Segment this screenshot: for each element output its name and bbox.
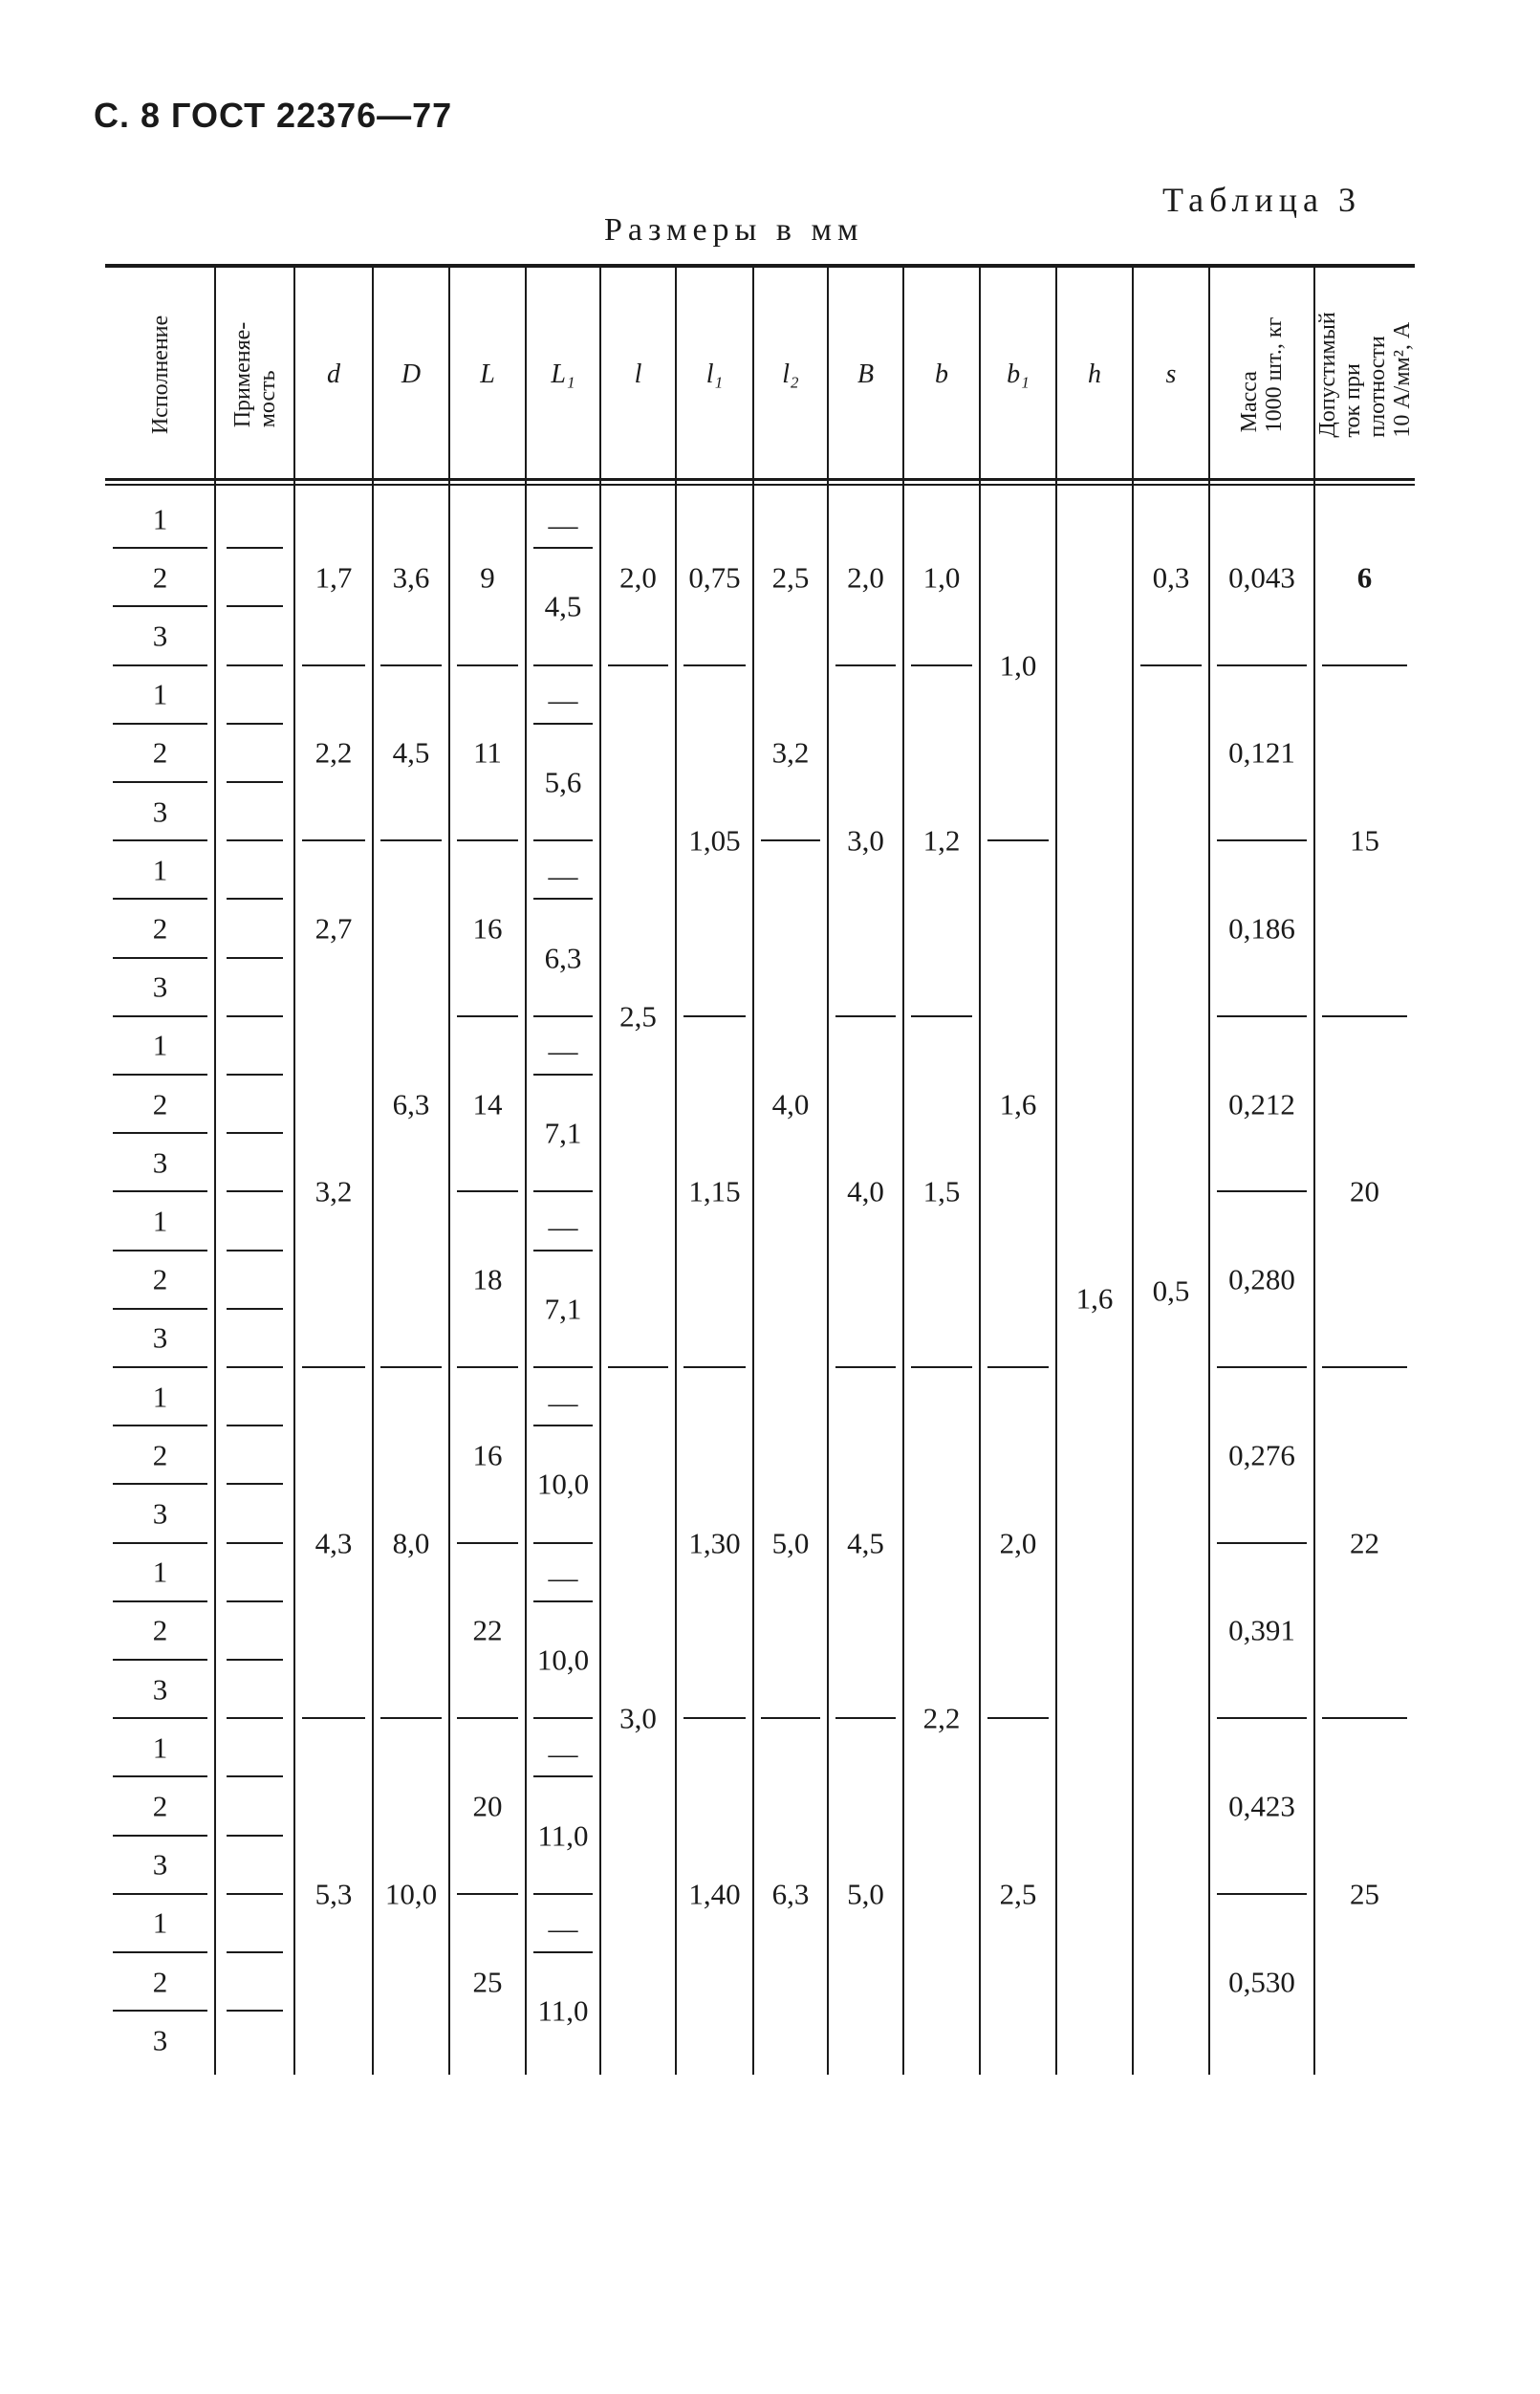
D-value: 6,3 [392,1087,430,1121]
L1-dash-rule [533,1600,593,1602]
cell-separator [533,664,593,666]
L1-value: 4,5 [544,589,582,623]
row-separator [113,1190,207,1192]
header-ispolnenie: Исполнение [147,315,173,435]
cell-separator [683,1366,746,1368]
d-value: 3,2 [315,1174,353,1208]
d-value: 5,3 [315,1877,353,1911]
L1-dash: — [548,1736,578,1771]
applicability-dash [227,1483,283,1485]
cell-separator [987,1717,1049,1719]
l1-value: 1,15 [688,1174,741,1208]
l-value: 2,0 [619,560,657,595]
cell-separator [835,1015,896,1017]
header-L: L [480,359,495,389]
L1-value: 6,3 [544,941,582,975]
cell-separator [380,839,442,841]
cell-separator [761,1717,820,1719]
row-separator [113,1775,207,1777]
ispolnenie-value: 1 [152,502,168,536]
applicability-dash [227,723,283,725]
d-value: 1,7 [315,560,353,595]
header-B: B [857,359,875,389]
l-value: 2,5 [619,999,657,1034]
row-separator [113,2010,207,2012]
row-separator [113,957,207,959]
ispolnenie-value: 3 [152,2023,168,2057]
cell-separator [457,1893,518,1895]
table-caption: Таблица 3 [1162,181,1361,219]
ispolnenie-value: 2 [152,1262,168,1296]
mass-value: 0,121 [1228,735,1295,770]
cell-separator [1322,1717,1407,1719]
L1-value: 10,0 [536,1643,590,1677]
mass-value: 0,212 [1228,1087,1295,1121]
row-separator [113,1074,207,1076]
cell-separator [911,1015,972,1017]
l2-value: 6,3 [771,1877,810,1911]
applicability-dash [227,547,283,549]
D-value: 4,5 [392,735,430,770]
header-bottom-rule [105,478,1415,481]
b-value: 1,0 [922,560,961,595]
mass-value: 0,530 [1228,1965,1295,1999]
cell-separator [533,1717,593,1719]
row-separator [113,664,207,666]
applicability-dash [227,1717,283,1719]
L1-dash-rule [533,1775,593,1777]
L1-dash-rule [533,1250,593,1251]
applicability-dash [227,839,283,841]
L1-value: 11,0 [537,1993,589,2028]
mass-value: 0,423 [1228,1789,1295,1823]
cell-separator [302,839,365,841]
applicability-dash [227,1775,283,1777]
D-value: 3,6 [392,560,430,595]
L1-value: 11,0 [537,1818,589,1853]
cell-separator [608,664,668,666]
header-d: d [327,359,340,389]
s-value: 0,3 [1152,560,1190,595]
ispolnenie-value: 2 [152,911,168,946]
row-separator [113,839,207,841]
applicability-dash [227,1015,283,1017]
cell-separator [761,839,820,841]
L1-dash: — [548,1385,578,1420]
L1-dash: — [548,1560,578,1595]
cell-separator [987,1366,1049,1368]
ispolnenie-value: 3 [152,619,168,653]
L1-dash-rule [533,1074,593,1076]
L-value: 11 [473,735,502,770]
mass-value: 0,280 [1228,1262,1295,1296]
row-separator [113,1366,207,1368]
row-separator [113,723,207,725]
L1-dash: — [548,683,578,717]
header-l: l [634,359,642,389]
applicability-dash [227,1893,283,1895]
header-b: b [935,359,948,389]
L1-dash-rule [533,1951,593,1953]
cell-separator [1217,1366,1307,1368]
cell-separator [533,1542,593,1544]
column-divider [1132,266,1134,2075]
row-separator [113,1483,207,1485]
d-value: 2,2 [315,735,353,770]
page-header: С. 8 ГОСТ 22376—77 [94,96,453,135]
row-separator [113,781,207,783]
cell-separator [1217,1190,1307,1192]
row-separator [113,1717,207,1719]
row-separator [113,547,207,549]
ispolnenie-value: 3 [152,794,168,829]
L1-dash: — [548,1911,578,1946]
header-l1: l₁ [705,359,724,389]
l1-value: 1,05 [688,823,741,858]
mass-value: 0,391 [1228,1613,1295,1647]
row-separator [113,1542,207,1544]
cell-separator [457,664,518,666]
B-value: 5,0 [847,1877,884,1911]
cell-separator [302,664,365,666]
ispolnenie-value: 2 [152,1613,168,1647]
cell-separator [457,1190,518,1192]
applicability-dash [227,1542,283,1544]
ispolnenie-value: 1 [152,1730,168,1765]
cell-separator [380,1717,442,1719]
mass-value: 0,276 [1228,1438,1295,1472]
cell-separator [1217,664,1307,666]
cell-separator [457,1366,518,1368]
units-caption: Размеры в мм [604,212,864,248]
applicability-dash [227,1074,283,1076]
column-divider [675,266,677,2075]
cell-separator [835,1366,896,1368]
L1-dash-rule [533,723,593,725]
L1-dash: — [548,1209,578,1244]
header-D: D [401,359,422,389]
current-value: 25 [1350,1877,1379,1911]
row-separator [113,1659,207,1661]
table-top-rule [105,264,1415,268]
row-separator [113,898,207,900]
L1-dash: — [548,1034,578,1068]
cell-separator [1140,664,1202,666]
applicability-dash [227,1425,283,1426]
row-separator [113,1951,207,1953]
B-value: 2,0 [847,560,884,595]
b1-value: 1,6 [999,1087,1037,1121]
cell-separator [457,1015,518,1017]
applicability-dash [227,898,283,900]
column-divider [599,266,601,2075]
cell-separator [533,839,593,841]
cell-separator [1217,1717,1307,1719]
b-value: 1,2 [922,823,961,858]
cell-separator [835,1717,896,1719]
h-value: 1,6 [1075,1281,1114,1316]
cell-separator [1217,1015,1307,1017]
cell-separator [457,1542,518,1544]
ispolnenie-value: 1 [152,677,168,711]
row-separator [113,1015,207,1017]
row-separator [113,1250,207,1251]
row-separator [113,1425,207,1426]
ispolnenie-value: 3 [152,1320,168,1355]
cell-separator [683,1717,746,1719]
ispolnenie-value: 1 [152,853,168,887]
row-separator [113,1132,207,1134]
cell-separator [1217,839,1307,841]
L-value: 9 [480,560,495,595]
current-value: 22 [1350,1526,1379,1560]
applicability-dash [227,1600,283,1602]
L-value: 22 [472,1613,503,1647]
applicability-dash [227,605,283,607]
b1-value: 2,5 [999,1877,1037,1911]
L1-dash-rule [533,898,593,900]
s-value: 0,5 [1152,1273,1190,1308]
cell-separator [835,664,896,666]
cell-separator [608,1366,668,1368]
cell-separator [533,1015,593,1017]
cell-separator [533,1893,593,1895]
l-value: 3,0 [619,1701,657,1735]
column-divider [827,266,829,2075]
L1-value: 10,0 [536,1467,590,1501]
l2-value: 5,0 [771,1526,810,1560]
L-value: 16 [472,1438,503,1472]
column-divider [525,266,527,2075]
ispolnenie-value: 3 [152,1847,168,1882]
L1-dash-rule [533,547,593,549]
l2-value: 3,2 [771,735,810,770]
l1-value: 1,40 [688,1877,741,1911]
applicability-dash [227,1951,283,1953]
column-divider [448,266,450,2075]
cell-separator [1322,1015,1407,1017]
applicability-dash [227,1132,283,1134]
applicability-dash [227,1250,283,1251]
d-value: 2,7 [315,911,353,946]
b1-value: 2,0 [999,1526,1037,1560]
ispolnenie-value: 1 [152,1555,168,1589]
ispolnenie-value: 1 [152,1028,168,1062]
D-value: 8,0 [392,1526,430,1560]
ispolnenie-value: 2 [152,1789,168,1823]
header-L1: L₁ [551,359,575,389]
L-value: 18 [472,1262,503,1296]
ispolnenie-value: 3 [152,1672,168,1707]
cell-separator [380,664,442,666]
cell-separator [683,1015,746,1017]
ispolnenie-value: 1 [152,1204,168,1238]
header-current: Допустимый ток при плотности 10 А/мм², А [1314,312,1415,438]
cell-separator [457,839,518,841]
L-value: 14 [472,1087,503,1121]
applicability-dash [227,2010,283,2012]
ispolnenie-value: 2 [152,560,168,595]
cell-separator [1322,1366,1407,1368]
column-divider [372,266,374,2075]
d-value: 4,3 [315,1526,353,1560]
applicability-dash [227,664,283,666]
cell-separator [302,1717,365,1719]
column-divider [902,266,904,2075]
l2-value: 4,0 [771,1087,810,1121]
L-value: 16 [472,911,503,946]
column-divider [1055,266,1057,2075]
b-value: 1,5 [922,1174,961,1208]
header-primenyaemost: Применяе- мость [229,321,280,428]
ispolnenie-value: 2 [152,1965,168,1999]
cell-separator [987,839,1049,841]
L1-value: 5,6 [544,765,582,799]
L1-dash: — [548,508,578,542]
L1-value: 7,1 [544,1292,582,1326]
ispolnenie-value: 1 [152,1905,168,1940]
applicability-dash [227,1190,283,1192]
header-s: s [1165,359,1177,389]
l1-value: 0,75 [688,560,741,595]
row-separator [113,1893,207,1895]
cell-separator [380,1366,442,1368]
row-separator [113,605,207,607]
cell-separator [457,1717,518,1719]
mass-value: 0,186 [1228,911,1295,946]
current-value: 20 [1350,1174,1379,1208]
column-divider [752,266,754,2075]
ispolnenie-value: 1 [152,1380,168,1414]
cell-separator [1217,1542,1307,1544]
header-bottom-rule-2 [105,484,1415,486]
cell-separator [683,664,746,666]
mass-value: 0,043 [1228,560,1295,595]
row-separator [113,1600,207,1602]
applicability-dash [227,781,283,783]
column-divider [979,266,981,2075]
D-value: 10,0 [384,1877,438,1911]
ispolnenie-value: 3 [152,1145,168,1180]
header-b1: b₁ [1007,359,1030,389]
current-value: 15 [1350,823,1379,858]
cell-separator [911,1366,972,1368]
column-divider [1313,266,1315,2075]
applicability-dash [227,1366,283,1368]
cell-separator [911,664,972,666]
ispolnenie-value: 3 [152,1496,168,1531]
b-value: 2,2 [922,1701,961,1735]
B-value: 4,0 [847,1174,884,1208]
header-l2: l₂ [782,359,799,389]
b1-value: 1,0 [999,648,1037,683]
cell-separator [1217,1893,1307,1895]
L-value: 25 [472,1965,503,1999]
column-divider [1208,266,1210,2075]
cell-separator [1322,664,1407,666]
L1-dash-rule [533,1425,593,1426]
l1-value: 1,30 [688,1526,741,1560]
ispolnenie-value: 2 [152,735,168,770]
cell-separator [533,1366,593,1368]
column-divider [214,266,216,2075]
cell-separator [533,1190,593,1192]
B-value: 4,5 [847,1526,884,1560]
current-value: 6 [1356,560,1373,595]
row-separator [113,1308,207,1310]
B-value: 3,0 [847,823,884,858]
ispolnenie-value: 2 [152,1438,168,1472]
applicability-dash [227,1835,283,1837]
applicability-dash [227,1659,283,1661]
row-separator [113,1835,207,1837]
header-h: h [1088,359,1101,389]
ispolnenie-value: 2 [152,1087,168,1121]
L-value: 20 [472,1789,503,1823]
L1-dash: — [548,859,578,893]
ispolnenie-value: 3 [152,969,168,1004]
cell-separator [302,1366,365,1368]
l2-value: 2,5 [771,560,810,595]
header-mass: Масса 1000 шт., кг [1237,316,1287,433]
L1-value: 7,1 [544,1116,582,1150]
applicability-dash [227,1308,283,1310]
column-divider [293,266,295,2075]
applicability-dash [227,957,283,959]
